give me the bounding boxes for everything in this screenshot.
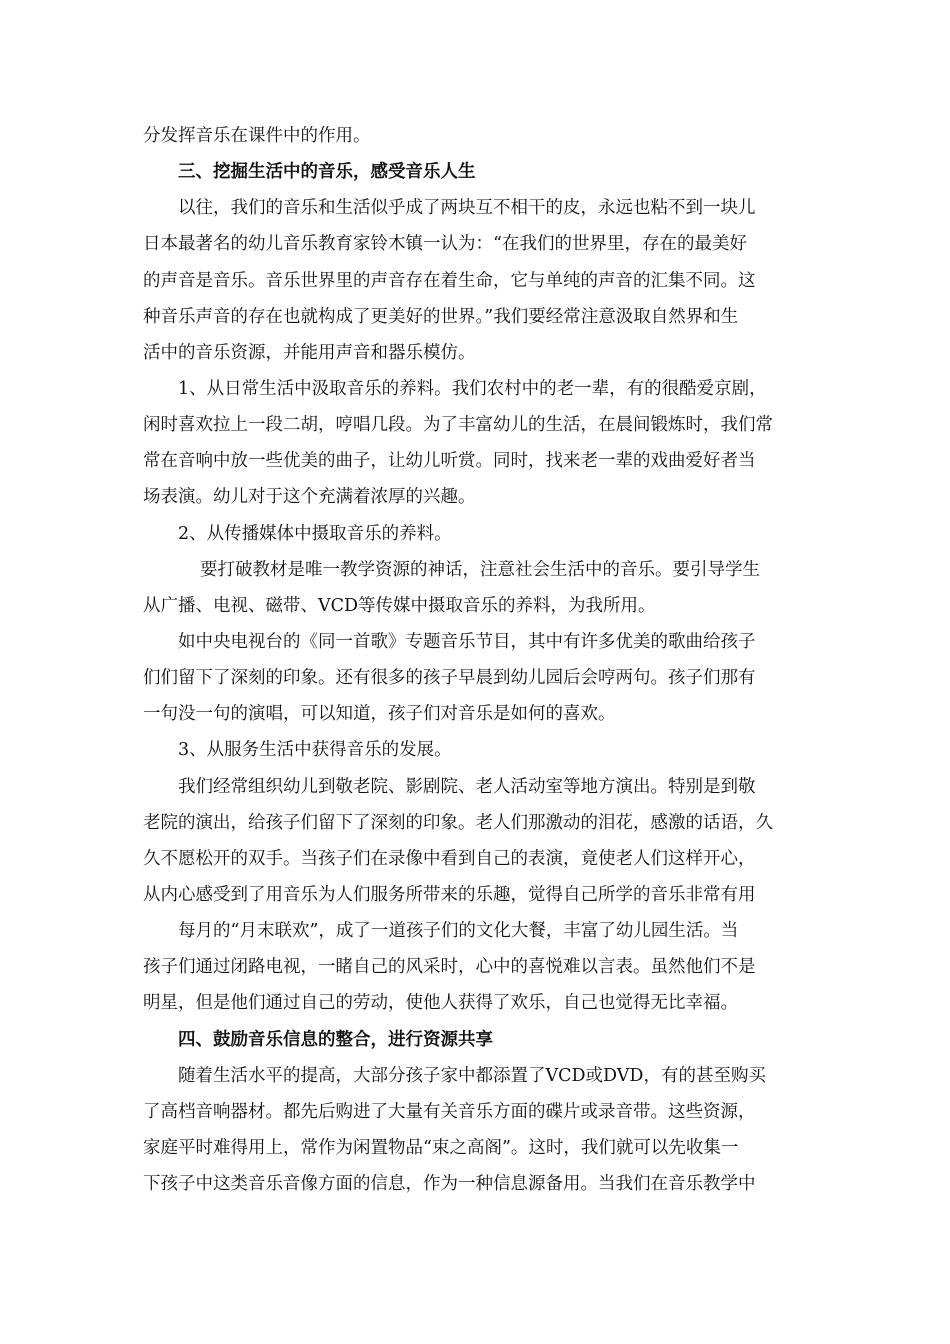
text-line: 下孩子中这类音乐音像方面的信息，作为一种信息源备用。当我们在音乐教学中 [143,1174,756,1195]
text-line: 场表演。幼儿对于这个充满着浓厚的兴趣。 [143,487,476,508]
text-line: 一句没一句的演唱，可以知道，孩子们对音乐是如何的喜欢。 [143,704,616,725]
text-line: 要打破教材是唯一教学资源的神话，注意社会生活中的音乐。要引导学生 [200,559,760,580]
text-line: 1、从日常生活中汲取音乐的养料。我们农村中的老一辈，有的很酷爱京剧， [178,378,767,399]
text-line: 种音乐声音的存在也就构成了更美好的世界。”我们要经常注意汲取自然界和生 [143,306,739,327]
text-line: 明星，但是他们通过自己的劳动，使他人获得了欢乐，自己也觉得无比幸福。 [143,993,738,1014]
text-line: 闲时喜欢拉上一段二胡，哼唱几段。为了丰富幼儿的生活，在晨间锻炼时，我们常 [143,415,773,436]
text-line: 分发挥音乐在课件中的作用。 [143,126,371,146]
text-line: 的声音是音乐。音乐世界里的声音存在着生命，它与单纯的声音的汇集不同。这 [143,270,756,291]
text-line: 活中的音乐资源，并能用声音和器乐模仿。 [143,342,476,363]
text-line: 日本最著名的幼儿音乐教育家铃木镇一认为：“在我们的世界里，存在的最美好 [143,234,747,255]
text-line: 从内心感受到了用音乐为人们服务所带来的乐趣，觉得自己所学的音乐非常有用 [143,884,756,905]
text-line: 3、从服务生活中获得音乐的发展。 [178,740,452,761]
text-line: 以往，我们的音乐和生活似乎成了两块互不相干的皮，永远也粘不到一块儿 [178,198,756,219]
document-body [143,118,811,1202]
text-line: 随着生活水平的提高，大部分孩子家中都添置了VCD或DVD，有的甚至购买 [178,1065,766,1086]
text-line: 我们经常组织幼儿到敬老院、影剧院、老人活动室等地方演出。特别是到敬 [178,776,756,797]
text-line: 孩子们通过闭路电视，一睹自己的风采时，心中的喜悦难以言表。虽然他们不是 [143,957,756,978]
section-heading: 三、挖掘生活中的音乐，感受音乐人生 [178,162,476,183]
text-line: 久不愿松开的双手。当孩子们在录像中看到自己的表演，竟使老人们这样开心， [143,848,756,869]
section-heading: 四、鼓励音乐信息的整合，进行资源共享 [178,1029,493,1050]
text-line: 常在音响中放一些优美的曲子，让幼儿听赏。同时，找来老一辈的戏曲爱好者当 [143,451,756,472]
text-line: 2、从传播媒体中摄取音乐的养料。 [178,523,452,544]
text-line: 们们留下了深刻的印象。还有很多的孩子早晨到幼儿园后会哼两句。孩子们那有 [143,668,756,689]
text-line: 从广播、电视、磁带、VCD等传媒中摄取音乐的养料，为我所用。 [143,595,656,616]
text-line: 如中央电视台的《同一首歌》专题音乐节目，其中有许多优美的歌曲给孩子 [178,631,756,652]
text-line: 每月的“月末联欢”，成了一道孩子们的文化大餐，丰富了幼儿园生活。当 [178,921,739,942]
text-line: 了高档音响器材。都先后购进了大量有关音乐方面的碟片或录音带。这些资源， [143,1101,756,1122]
text-line: 家庭平时难得用上，常作为闲置物品“束之高阁”。这时，我们就可以先收集一 [143,1137,739,1158]
text-line: 老院的演出，给孩子们留下了深刻的印象。老人们那激动的泪花，感激的话语，久 [143,812,773,833]
